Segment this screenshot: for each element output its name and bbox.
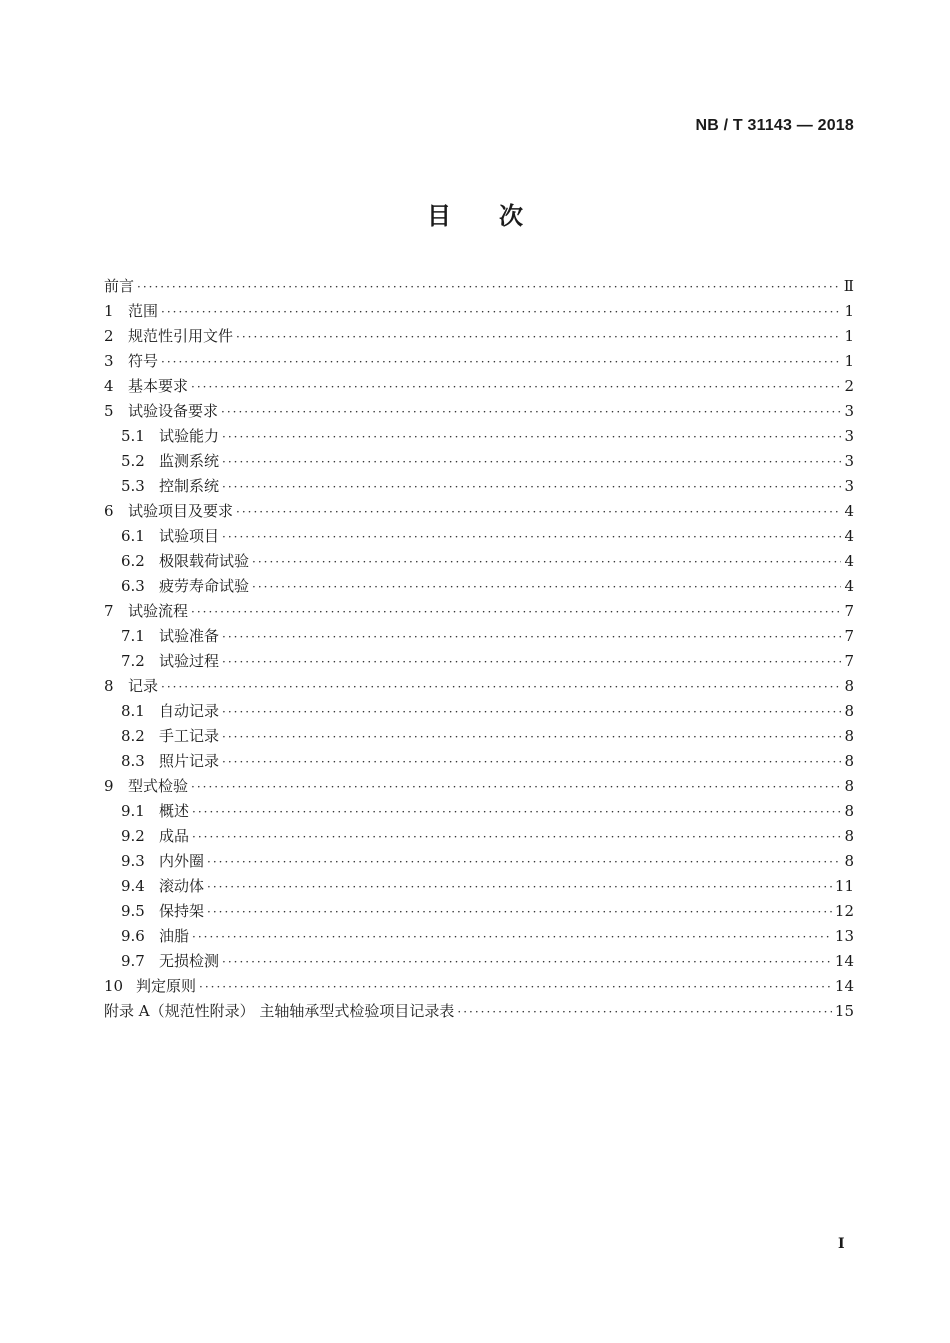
toc-entry-page: 1	[844, 327, 854, 345]
toc-entry-label: 成品	[159, 827, 190, 845]
toc-entry-6-3[interactable]	[104, 574, 854, 599]
toc-entry-label: 极限载荷试验	[159, 552, 250, 570]
toc-entry-9-5[interactable]	[104, 899, 854, 924]
toc-entry-page: 4	[844, 527, 854, 545]
toc-entry-label: 自动记录	[159, 702, 220, 720]
dot-leader	[192, 800, 841, 825]
toc-entry-label: 符号	[128, 352, 159, 370]
toc-entry-number: 9.6	[121, 927, 145, 945]
dot-leader	[192, 925, 832, 950]
toc-entry-page: 3	[844, 427, 854, 445]
dot-leader	[207, 875, 832, 900]
toc-entry-number: 5.1	[121, 427, 145, 445]
toc-entry-page: 7	[844, 602, 854, 620]
dot-leader	[161, 300, 841, 325]
toc-entry-number: 5.2	[121, 452, 145, 470]
toc-entry-page: 12	[834, 902, 854, 920]
toc-entry-7-2[interactable]	[104, 649, 854, 674]
toc-entry-label: 附录 A（规范性附录） 主轴轴承型式检验项目记录表	[104, 1002, 455, 1020]
toc-entry-9[interactable]	[104, 774, 854, 799]
dot-leader	[161, 350, 841, 375]
toc-entry-page: Ⅱ	[843, 277, 854, 295]
dot-leader	[236, 500, 841, 525]
toc-entry-label: 试验项目及要求	[128, 502, 234, 520]
toc-entry-number: 7.1	[121, 627, 145, 645]
dot-leader	[252, 575, 841, 600]
dot-leader	[191, 775, 841, 800]
toc-entry-9-6[interactable]	[104, 924, 854, 949]
toc-entry-label: 试验项目	[159, 527, 220, 545]
toc-entry-number: 7	[104, 602, 114, 620]
toc-entry-label: 试验流程	[128, 602, 189, 620]
toc-entry-number: 8.3	[121, 752, 145, 770]
toc-entry-8[interactable]	[104, 674, 854, 699]
toc-entry-page: 8	[844, 752, 854, 770]
dot-leader	[221, 400, 841, 425]
toc-entry-8-3[interactable]	[104, 749, 854, 774]
toc-entry-label: 基本要求	[128, 377, 189, 395]
dot-leader	[252, 550, 841, 575]
dot-leader	[222, 425, 841, 450]
toc-entry-label: 保持架	[159, 902, 205, 920]
dot-leader	[222, 650, 841, 675]
toc-entry-page: 8	[844, 852, 854, 870]
toc-entry-page: 14	[834, 952, 854, 970]
toc-entry-7-1[interactable]	[104, 624, 854, 649]
toc-entry-page: 15	[834, 1002, 854, 1020]
toc-entry-page: 7	[844, 627, 854, 645]
toc-entry-number: 3	[104, 352, 114, 370]
toc-entry-page: 8	[844, 827, 854, 845]
toc-entry-label: 前言	[104, 277, 135, 295]
toc-entry-number: 9.3	[121, 852, 145, 870]
toc-entry-9-3[interactable]	[104, 849, 854, 874]
toc-entry-page: 8	[844, 802, 854, 820]
toc-entry-7[interactable]	[104, 599, 854, 624]
toc-entry-number: 2	[104, 327, 114, 345]
toc-entry-page: 2	[844, 377, 854, 395]
toc-entry-page: 4	[844, 552, 854, 570]
dot-leader	[207, 850, 841, 875]
toc-entry-label: 手工记录	[159, 727, 220, 745]
toc-entry-number: 9	[104, 777, 114, 795]
toc-entry-label: 内外圈	[159, 852, 205, 870]
toc-entry-1[interactable]	[104, 299, 854, 324]
toc-entry-number: 5.3	[121, 477, 145, 495]
toc-entry-6[interactable]	[104, 499, 854, 524]
toc-entry-label: 概述	[159, 802, 190, 820]
toc-entry-label: 记录	[128, 677, 159, 695]
dot-leader	[137, 275, 841, 300]
toc-entry-3[interactable]	[104, 349, 854, 374]
toc-entry-number: 6.3	[121, 577, 145, 595]
toc-entry-5-3[interactable]	[104, 474, 854, 499]
standard-code: NB / T 31143 — 2018	[695, 117, 854, 134]
toc-entry-label: 规范性引用文件	[128, 327, 234, 345]
toc-entry-page: 4	[844, 502, 854, 520]
toc-entry-6-2[interactable]	[104, 549, 854, 574]
toc-entry-number: 4	[104, 377, 114, 395]
toc-entry-page: 8	[844, 677, 854, 695]
toc-entry-label: 试验设备要求	[128, 402, 219, 420]
toc-entry-page: 13	[834, 927, 854, 945]
toc-entry-page: 7	[844, 652, 854, 670]
dot-leader	[222, 625, 841, 650]
dot-leader	[191, 600, 841, 625]
dot-leader	[192, 825, 841, 850]
toc-entry-number: 9.7	[121, 952, 145, 970]
toc-entry-label: 无损检测	[159, 952, 220, 970]
dot-leader	[222, 475, 841, 500]
toc-entry-8-1[interactable]	[104, 699, 854, 724]
dot-leader	[222, 450, 841, 475]
toc-entry-label: 判定原则	[136, 977, 197, 995]
toc-entry-page: 14	[834, 977, 854, 995]
toc-entry-5-1[interactable]	[104, 424, 854, 449]
toc-entry-5[interactable]	[104, 399, 854, 424]
dot-leader	[236, 325, 841, 350]
toc-entry-label: 试验过程	[159, 652, 220, 670]
toc-entry-6-1[interactable]	[104, 524, 854, 549]
toc-entry-page: 8	[844, 702, 854, 720]
toc-entry-appendix-a[interactable]	[104, 999, 854, 1024]
toc-entry-label: 范围	[128, 302, 159, 320]
toc-entry-label: 照片记录	[159, 752, 220, 770]
toc-entry-label: 试验能力	[159, 427, 220, 445]
toc-entry-number: 8.2	[121, 727, 145, 745]
toc-entry-2[interactable]	[104, 324, 854, 349]
toc-entry-number: 8	[104, 677, 114, 695]
toc-entry-number: 7.2	[121, 652, 145, 670]
toc-entry-number: 9.1	[121, 802, 145, 820]
toc-entry-4[interactable]	[104, 374, 854, 399]
toc-entry-number: 1	[104, 302, 114, 320]
toc-entry-label: 试验准备	[159, 627, 220, 645]
dot-leader	[222, 950, 832, 975]
toc-entry-page: 3	[844, 477, 854, 495]
toc-entry-label: 疲劳寿命试验	[159, 577, 250, 595]
toc-entry-page: 8	[844, 777, 854, 795]
toc-entry-number: 6.2	[121, 552, 145, 570]
toc-entry-page: 3	[844, 402, 854, 420]
dot-leader	[222, 700, 841, 725]
dot-leader	[222, 750, 841, 775]
table-of-contents	[104, 274, 854, 1024]
toc-entry-label: 滚动体	[159, 877, 205, 895]
toc-entry-label: 监测系统	[159, 452, 220, 470]
dot-leader	[457, 1000, 832, 1025]
toc-entry-number: 6.1	[121, 527, 145, 545]
toc-entry-page: 8	[844, 727, 854, 745]
page-title: 目次	[427, 202, 571, 230]
toc-entry-10[interactable]	[104, 974, 854, 999]
toc-entry-number: 6	[104, 502, 114, 520]
toc-entry-page: 11	[834, 877, 854, 895]
toc-entry-number: 5	[104, 402, 114, 420]
toc-entry-preface[interactable]	[104, 274, 854, 299]
toc-entry-5-2[interactable]	[104, 449, 854, 474]
dot-leader	[222, 725, 841, 750]
toc-entry-number: 8.1	[121, 702, 145, 720]
toc-entry-9-7[interactable]	[104, 949, 854, 974]
toc-entry-9-2[interactable]	[104, 824, 854, 849]
toc-entry-number: 9.2	[121, 827, 145, 845]
toc-entry-number: 9.4	[121, 877, 145, 895]
page-number: I	[838, 1236, 845, 1252]
dot-leader	[161, 675, 841, 700]
dot-leader	[199, 975, 832, 1000]
toc-entry-8-2[interactable]	[104, 724, 854, 749]
dot-leader	[222, 525, 841, 550]
toc-entry-page: 4	[844, 577, 854, 595]
toc-entry-9-1[interactable]	[104, 799, 854, 824]
toc-entry-label: 油脂	[159, 927, 190, 945]
toc-entry-label: 型式检验	[128, 777, 189, 795]
toc-entry-page: 1	[844, 302, 854, 320]
toc-entry-page: 1	[844, 352, 854, 370]
dot-leader	[207, 900, 832, 925]
dot-leader	[191, 375, 841, 400]
toc-entry-number: 10	[104, 977, 124, 995]
toc-entry-label: 控制系统	[159, 477, 220, 495]
toc-entry-number: 9.5	[121, 902, 145, 920]
toc-entry-page: 3	[844, 452, 854, 470]
toc-entry-9-4[interactable]	[104, 874, 854, 899]
